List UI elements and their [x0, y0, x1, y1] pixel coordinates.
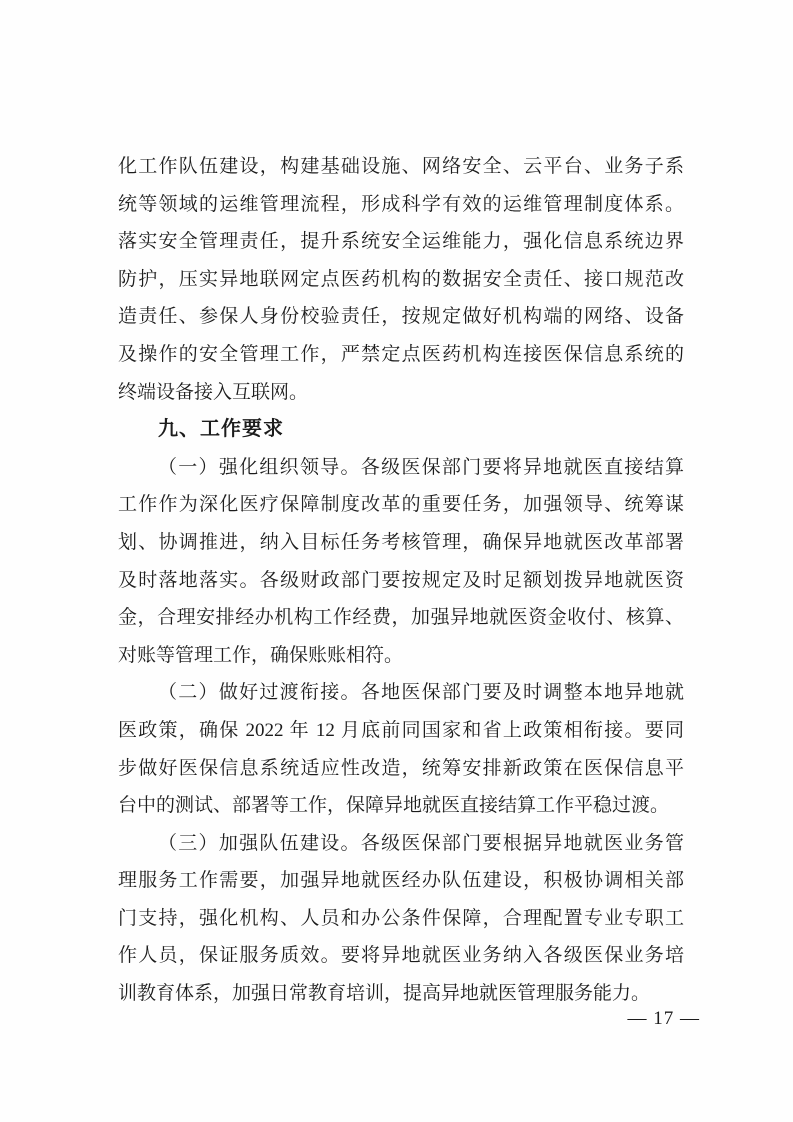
paragraph-line: 门支持，强化机构、人员和办公条件保障，合理配置专业专职工	[118, 907, 684, 929]
paragraph-line: 医政策，确保 2022 年 12 月底前同国家和省上政策相衔接。要同	[118, 719, 684, 741]
paragraph-line: 造责任、参保人身份校验责任，按规定做好机构端的网络、设备	[118, 306, 684, 328]
paragraph-line: 及操作的安全管理工作，严禁定点医药机构连接医保信息系统的	[118, 343, 684, 365]
paragraph-line: 对账等管理工作，确保账账相符。	[118, 644, 404, 666]
paragraph-line: （一）强化组织领导。各级医保部门要将异地就医直接结算	[158, 456, 684, 478]
paragraph-line: 划、协调推进，纳入目标任务考核管理，确保异地就医改革部署	[118, 531, 684, 553]
page-number: — 17 —	[627, 1008, 700, 1029]
paragraph-line: 统等领域的运维管理流程，形成科学有效的运维管理制度体系。	[118, 193, 684, 215]
paragraph-line: （三）加强队伍建设。各级医保部门要根据异地就医业务管	[158, 832, 684, 854]
paragraph-line: 终端设备接入互联网。	[118, 381, 309, 403]
paragraph-line: 工作作为深化医疗保障制度改革的重要任务，加强领导、统筹谋	[118, 494, 684, 516]
paragraph-line: 步做好医保信息系统适应性改造，统筹安排新政策在医保信息平	[118, 757, 684, 779]
paragraph-line: 台中的测试、部署等工作，保障异地就医直接结算工作平稳过渡。	[118, 795, 670, 817]
section-heading: 九、工作要求	[158, 418, 284, 441]
document-body	[118, 148, 684, 1013]
paragraph-line: 作人员，保证服务质效。要将异地就医业务纳入各级医保业务培	[118, 945, 684, 967]
paragraph-line: 金，合理安排经办机构工作经费，加强异地就医资金收付、核算、	[118, 607, 684, 629]
paragraph-line: 落实安全管理责任，提升系统安全运维能力，强化信息系统边界	[118, 231, 684, 253]
paragraph-line: 及时落地落实。各级财政部门要按规定及时足额划拨异地就医资	[118, 569, 684, 591]
paragraph-line: 训教育体系，加强日常教育培训，提高异地就医管理服务能力。	[118, 983, 651, 1005]
page-footer	[628, 1004, 701, 1034]
paragraph-line: （二）做好过渡衔接。各地医保部门要及时调整本地异地就	[158, 682, 684, 704]
paragraph-line: 化工作队伍建设，构建基础设施、网络安全、云平台、业务子系	[118, 156, 684, 177]
paragraph-line: 防护，压实异地联网定点医药机构的数据安全责任、接口规范改	[118, 268, 684, 290]
paragraph-line: 理服务工作需要，加强异地就医经办队伍建设，积极协调相关部	[118, 870, 684, 892]
